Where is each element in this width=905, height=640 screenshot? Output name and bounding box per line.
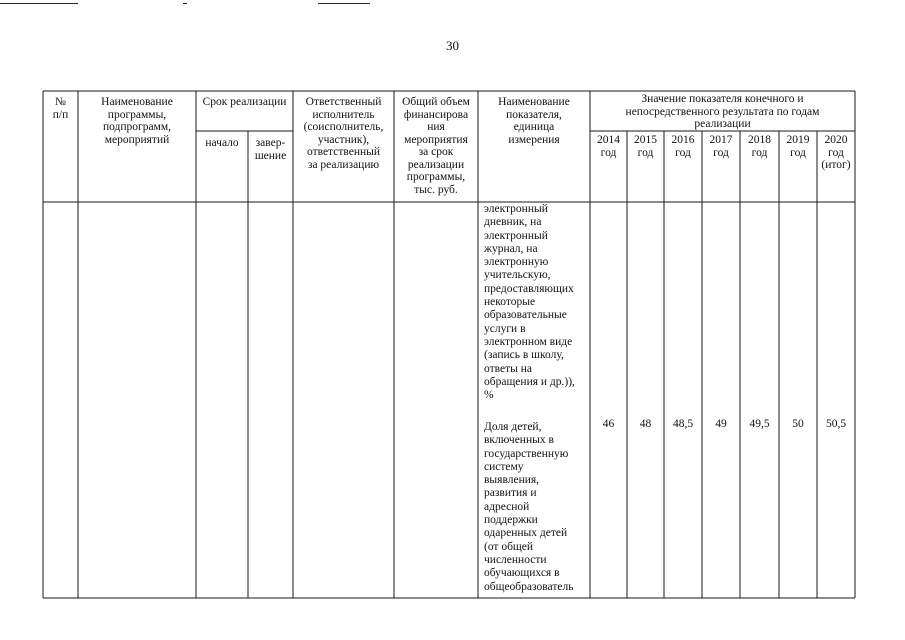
header-values: Значение показателя конечного и непосредственного результата по годам реализации bbox=[625, 93, 820, 130]
value-2016: 48,5 bbox=[672, 418, 694, 430]
value-2018: 49,5 bbox=[749, 418, 770, 430]
value-2015: 48 bbox=[639, 418, 652, 430]
header-end: завер- шение bbox=[254, 137, 287, 162]
header-year-2016: 2016 год bbox=[671, 134, 695, 159]
header-start: начало bbox=[205, 137, 239, 149]
header-responsible: Ответственный исполнитель (соисполнитель, участник), ответственный за реализацию bbox=[303, 96, 384, 171]
header-year-2014: 2014 год bbox=[597, 134, 620, 159]
header-indicator: Наименование показателя, единица измерения bbox=[498, 96, 570, 146]
page-number: 30 bbox=[446, 38, 459, 53]
header-period: Срок реализации bbox=[202, 96, 287, 108]
value-2020: 50,5 bbox=[825, 418, 847, 430]
indicator-continued-text: электронный дневник, на электронный журнал, на электронную учительскую, предоставляющих некоторые образовательные услуги в электронном виде (запись в школу, ответы на обращения и др.)), % bbox=[484, 203, 575, 402]
header-year-2015: 2015 год bbox=[634, 134, 657, 159]
header-year-2018: 2018 год bbox=[748, 134, 771, 159]
indicator-next-text: Доля детей, включенных в государственную систему выявления, развития и адресной поддержки одаренных детей (от общей численности обучающихся в общеобразователь bbox=[484, 421, 574, 593]
header-num: № п/п bbox=[52, 96, 69, 121]
value-2014: 46 bbox=[602, 418, 615, 430]
value-2019: 50 bbox=[792, 418, 804, 430]
header-name: Наименование программы, подпрограмм, мероприятий bbox=[101, 96, 173, 146]
header-year-2017: 2017 год bbox=[709, 134, 733, 159]
value-2017: 49 bbox=[715, 418, 727, 430]
header-year-2019: 2019 год bbox=[786, 134, 810, 159]
header-finance: Общий объем финансирова ния мероприятия за срок реализации программы, тыс. руб. bbox=[402, 96, 470, 196]
header-year-2020: 2020 год (итог) bbox=[821, 134, 851, 171]
